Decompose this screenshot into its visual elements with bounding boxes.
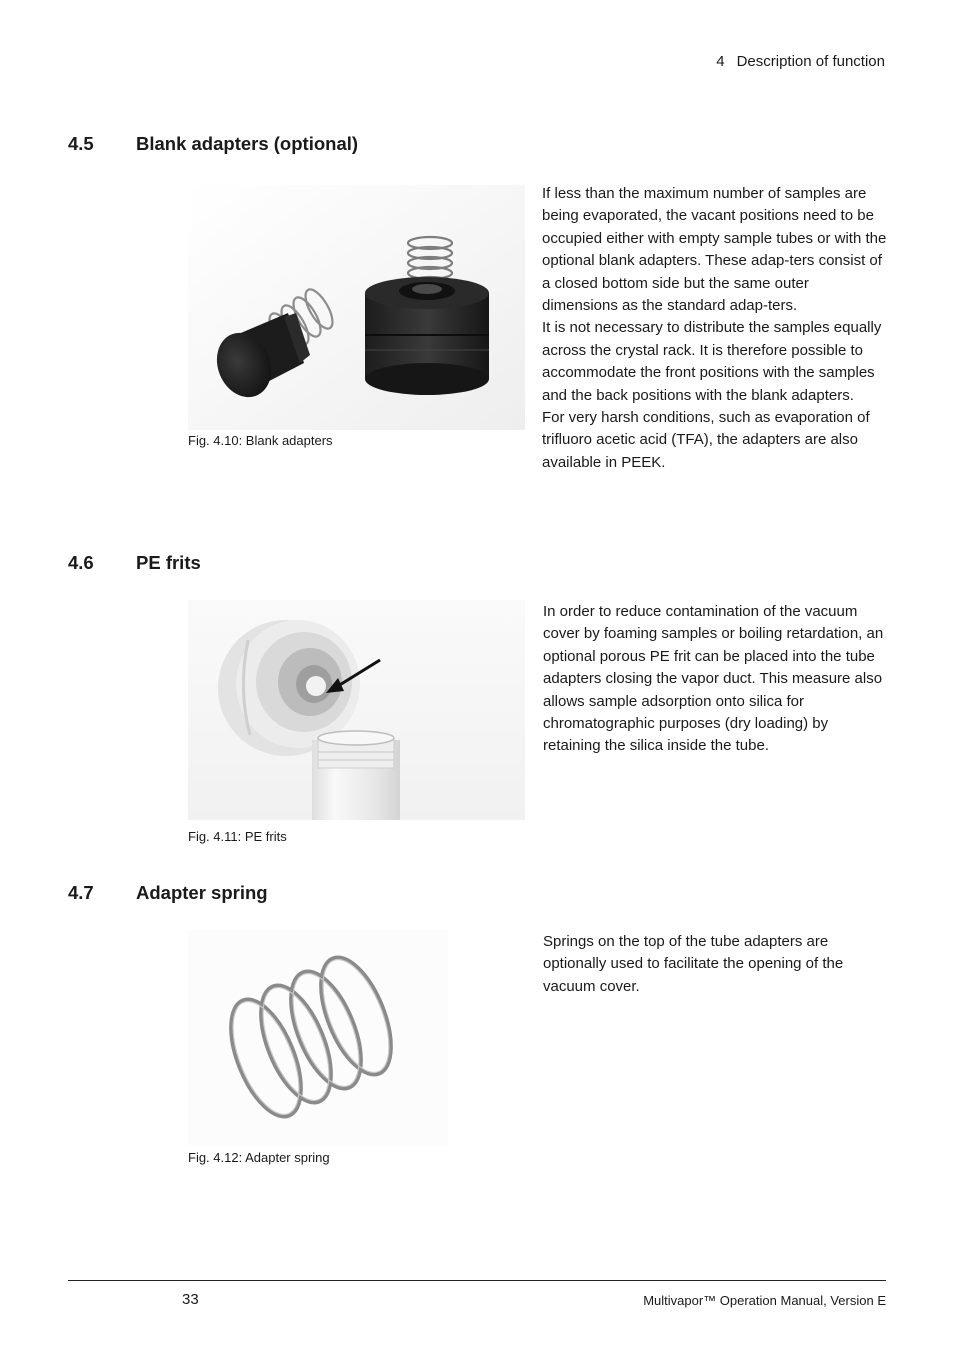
chapter-title: Description of function [736,53,885,70]
figure-caption: Fig. 4.12: Adapter spring [188,1150,330,1165]
chapter-number: 4 [716,53,725,70]
figure-adapter-spring [188,930,448,1145]
figure-pe-frits [188,600,525,820]
section-number: 4.7 [68,882,94,903]
section-body [542,183,887,474]
page-number: 33 [182,1291,199,1308]
section-body [543,601,888,758]
paragraph: For very harsh conditions, such as evaporation of trifluoro acetic acid (TFA), the adapters are also available in PEEK. [542,409,870,471]
section-number: 4.5 [68,133,94,154]
footer-divider [68,1280,886,1281]
running-header [600,53,885,70]
figure-caption: Fig. 4.11: PE frits [188,829,287,844]
section-number: 4.6 [68,552,94,573]
figure-blank-adapters [188,185,525,430]
section-title: PE frits [136,552,201,573]
section-title: Adapter spring [136,882,268,903]
blank-adapters-illustration [188,185,525,430]
paragraph: It is not necessary to distribute the samples equally across the crystal rack. It is therefore possible to accommodate the front positions with the samples and the back positions with the blank adapters. [542,319,882,404]
footer-document-title: Multivapor™ Operation Manual, Version E [643,1293,886,1308]
section-body [543,931,888,998]
section-title: Blank adapters (optional) [136,133,359,154]
paragraph: In order to reduce contamination of the vacuum cover by foaming samples or boiling retardation, an optional porous PE frit can be placed into the tube adapters closing the vapor duct. This measure also allows sample adsorption onto silica for chromatographic purposes (dry loading) by retaining the silica inside the tube. [543,603,884,755]
adapter-spring-illustration [188,930,448,1145]
paragraph: If less than the maximum number of samples are being evaporated, the vacant positions need to be occupied either with empty sample tubes or with the optional blank adapters. These adap-ters consist of a closed bottom side but the same outer dimensions as the standard adap-ters. [542,185,887,315]
figure-caption: Fig. 4.10: Blank adapters [188,433,333,448]
pe-frits-illustration [188,600,525,820]
paragraph: Springs on the top of the tube adapters are optionally used to facilitate the opening of the vacuum cover. [543,933,844,995]
